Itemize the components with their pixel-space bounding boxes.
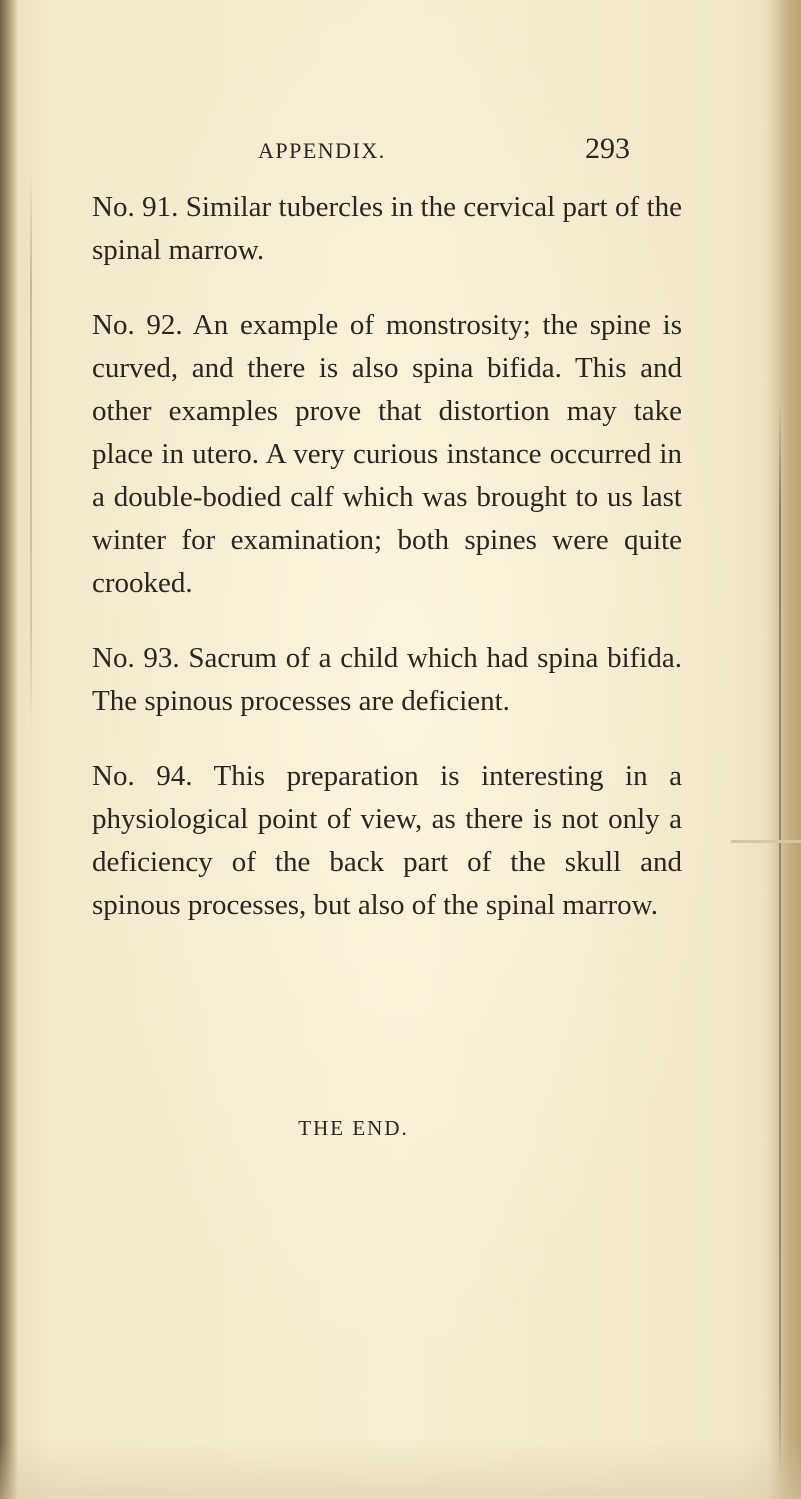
entry-no-91: No. 91. Similar tubercles in the cervical part of the spinal marrow. [92,191,682,266]
running-head [0,132,801,176]
binding-shadow [0,0,18,1499]
body-text [92,186,682,959]
entry-no-94: No. 94. This preparation is interesting in a physiological point of view, as there is not only a deficiency of the back part of the skull and spinous processes, but also of the spinal marrow. [92,760,682,921]
page-edge [767,0,801,1499]
running-title: APPENDIX. [258,138,386,163]
entry-no-92: No. 92. An example of monstrosity; the spine is curved, and there is also spina bifida. This and other examples prove that distortion may take place in utero. A very curious instance occurred in a double-bodied calf which was brought to us last winter for examination; both spines were quite crooked. [92,309,682,599]
page-bottom-shade [0,1439,801,1499]
page-edge-line [779,400,781,1480]
page-edge-mark [731,840,801,843]
page-number: 293 [585,132,630,165]
end-note-text: THE END. [298,1116,409,1140]
binding-crease [30,170,32,730]
end-note [0,1116,801,1141]
entry-no-93: No. 93. Sacrum of a child which had spina bifida. The spinous processes are deficient. [92,642,682,717]
